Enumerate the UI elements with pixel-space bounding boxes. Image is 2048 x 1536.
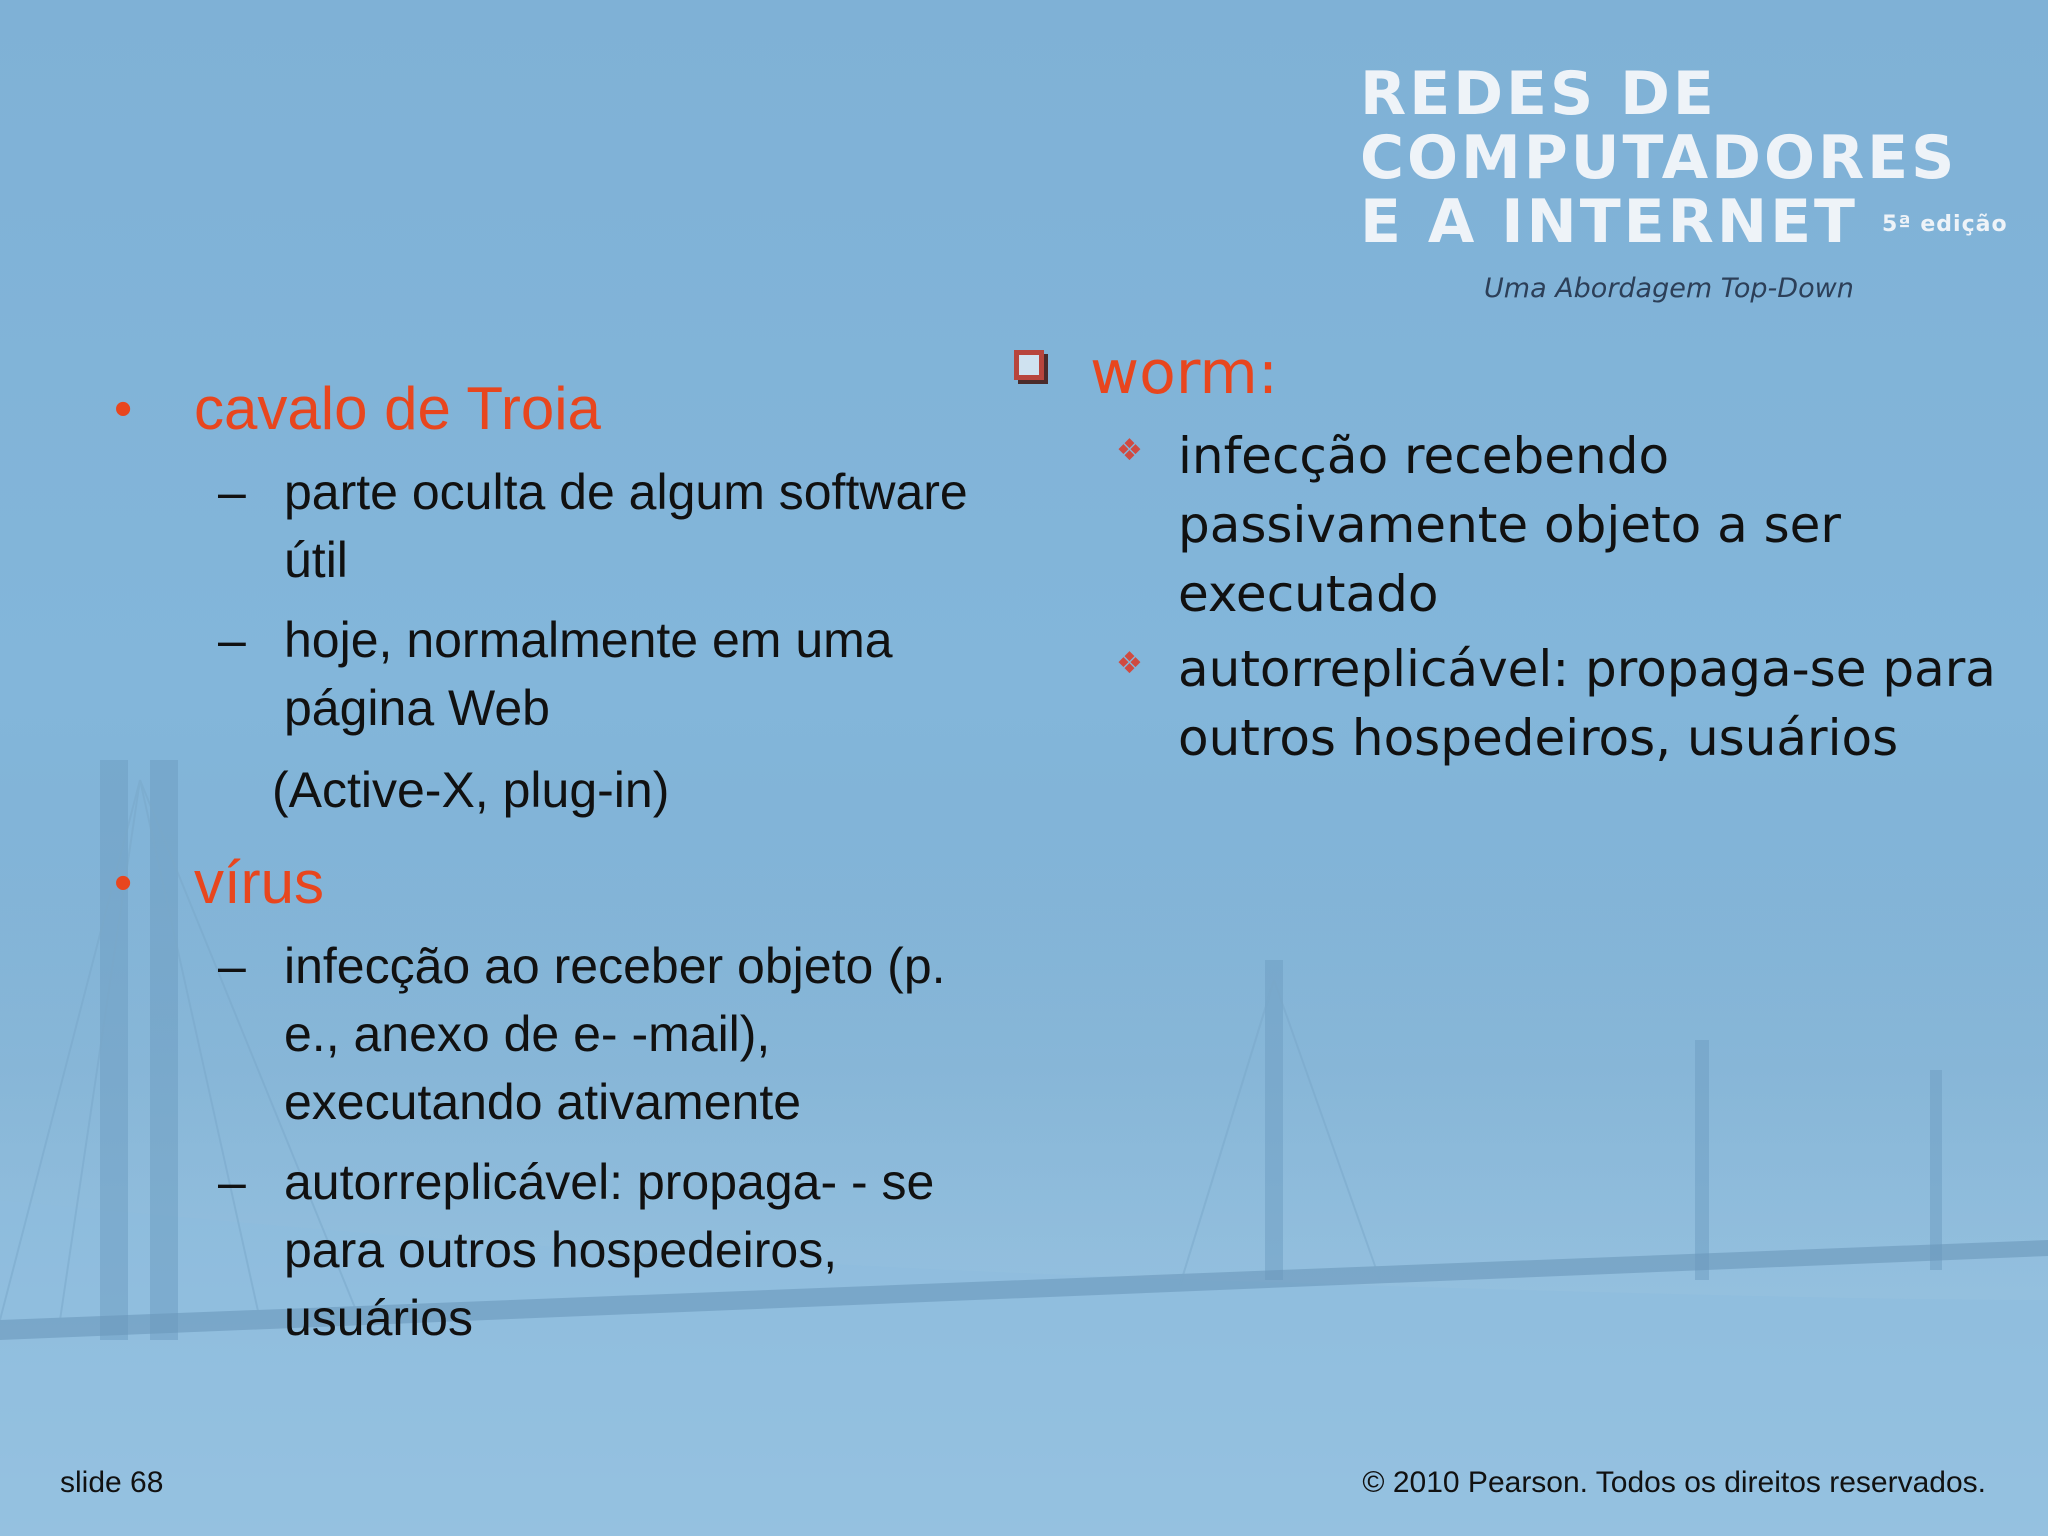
bullet-title: vírus: [194, 849, 325, 916]
sub-item: [110, 1148, 970, 1352]
sub-item-text: parte oculta de algum software útil: [284, 464, 968, 588]
bullet-worm: [1010, 330, 2010, 416]
logo-title-line-3: [1360, 187, 2008, 257]
book-logo: [1360, 59, 2008, 305]
sub-item: [110, 606, 970, 742]
dash-icon: –: [218, 464, 246, 520]
logo-edition: 5ª edição: [1881, 212, 2008, 238]
sub-item: [110, 458, 970, 594]
sub-item: [1010, 422, 2010, 629]
checkbox-bullet-icon: [1014, 350, 1044, 380]
dash-icon: –: [218, 938, 246, 994]
bullet-cavalo-de-troia: [110, 372, 970, 446]
logo-title-line-2: COMPUTADORES: [1360, 123, 1958, 193]
right-column: [1010, 330, 2010, 773]
diamond-bullet-icon: ❖: [1116, 433, 1143, 468]
bullet-dot-icon: •: [114, 854, 133, 912]
sub-item-text: autorreplicável: propaga-se para outros hospedeiros, usuários: [1178, 640, 1996, 767]
sub-item: [110, 932, 970, 1136]
dash-icon: –: [218, 1154, 246, 1210]
left-column: [110, 372, 970, 1352]
logo-subtitle: Uma Abordagem Top-Down: [1484, 273, 1854, 305]
copyright-notice: © 2010 Pearson. Todos os direitos reservados.: [1362, 1466, 1986, 1499]
bullet-title: cavalo de Troia: [194, 375, 601, 442]
bullet-virus: [110, 846, 970, 920]
sub-item: [1010, 635, 2010, 773]
diamond-bullet-icon: ❖: [1116, 646, 1143, 681]
logo-title-line-1: REDES DE: [1360, 59, 1717, 129]
logo-title-line-3-text: E A INTERNET: [1360, 187, 1858, 257]
sub-item-text: autorreplicável: propaga- - se para outros hospedeiros, usuários: [284, 1154, 935, 1346]
sub-item-text: hoje, normalmente em uma página Web: [284, 612, 893, 736]
sub-item-text: infecção ao receber objeto (p. e., anexo de e- -mail), executando ativamente: [284, 938, 946, 1130]
sub-item-note: (Active-X, plug-in): [272, 762, 670, 818]
dash-icon: –: [218, 612, 246, 668]
bullet-dot-icon: •: [114, 380, 133, 438]
bullet-title: worm:: [1090, 338, 1279, 408]
sub-item-text: infecção recebendo passivamente objeto a ser executado: [1178, 427, 1841, 623]
slide-number: slide 68: [60, 1466, 164, 1499]
